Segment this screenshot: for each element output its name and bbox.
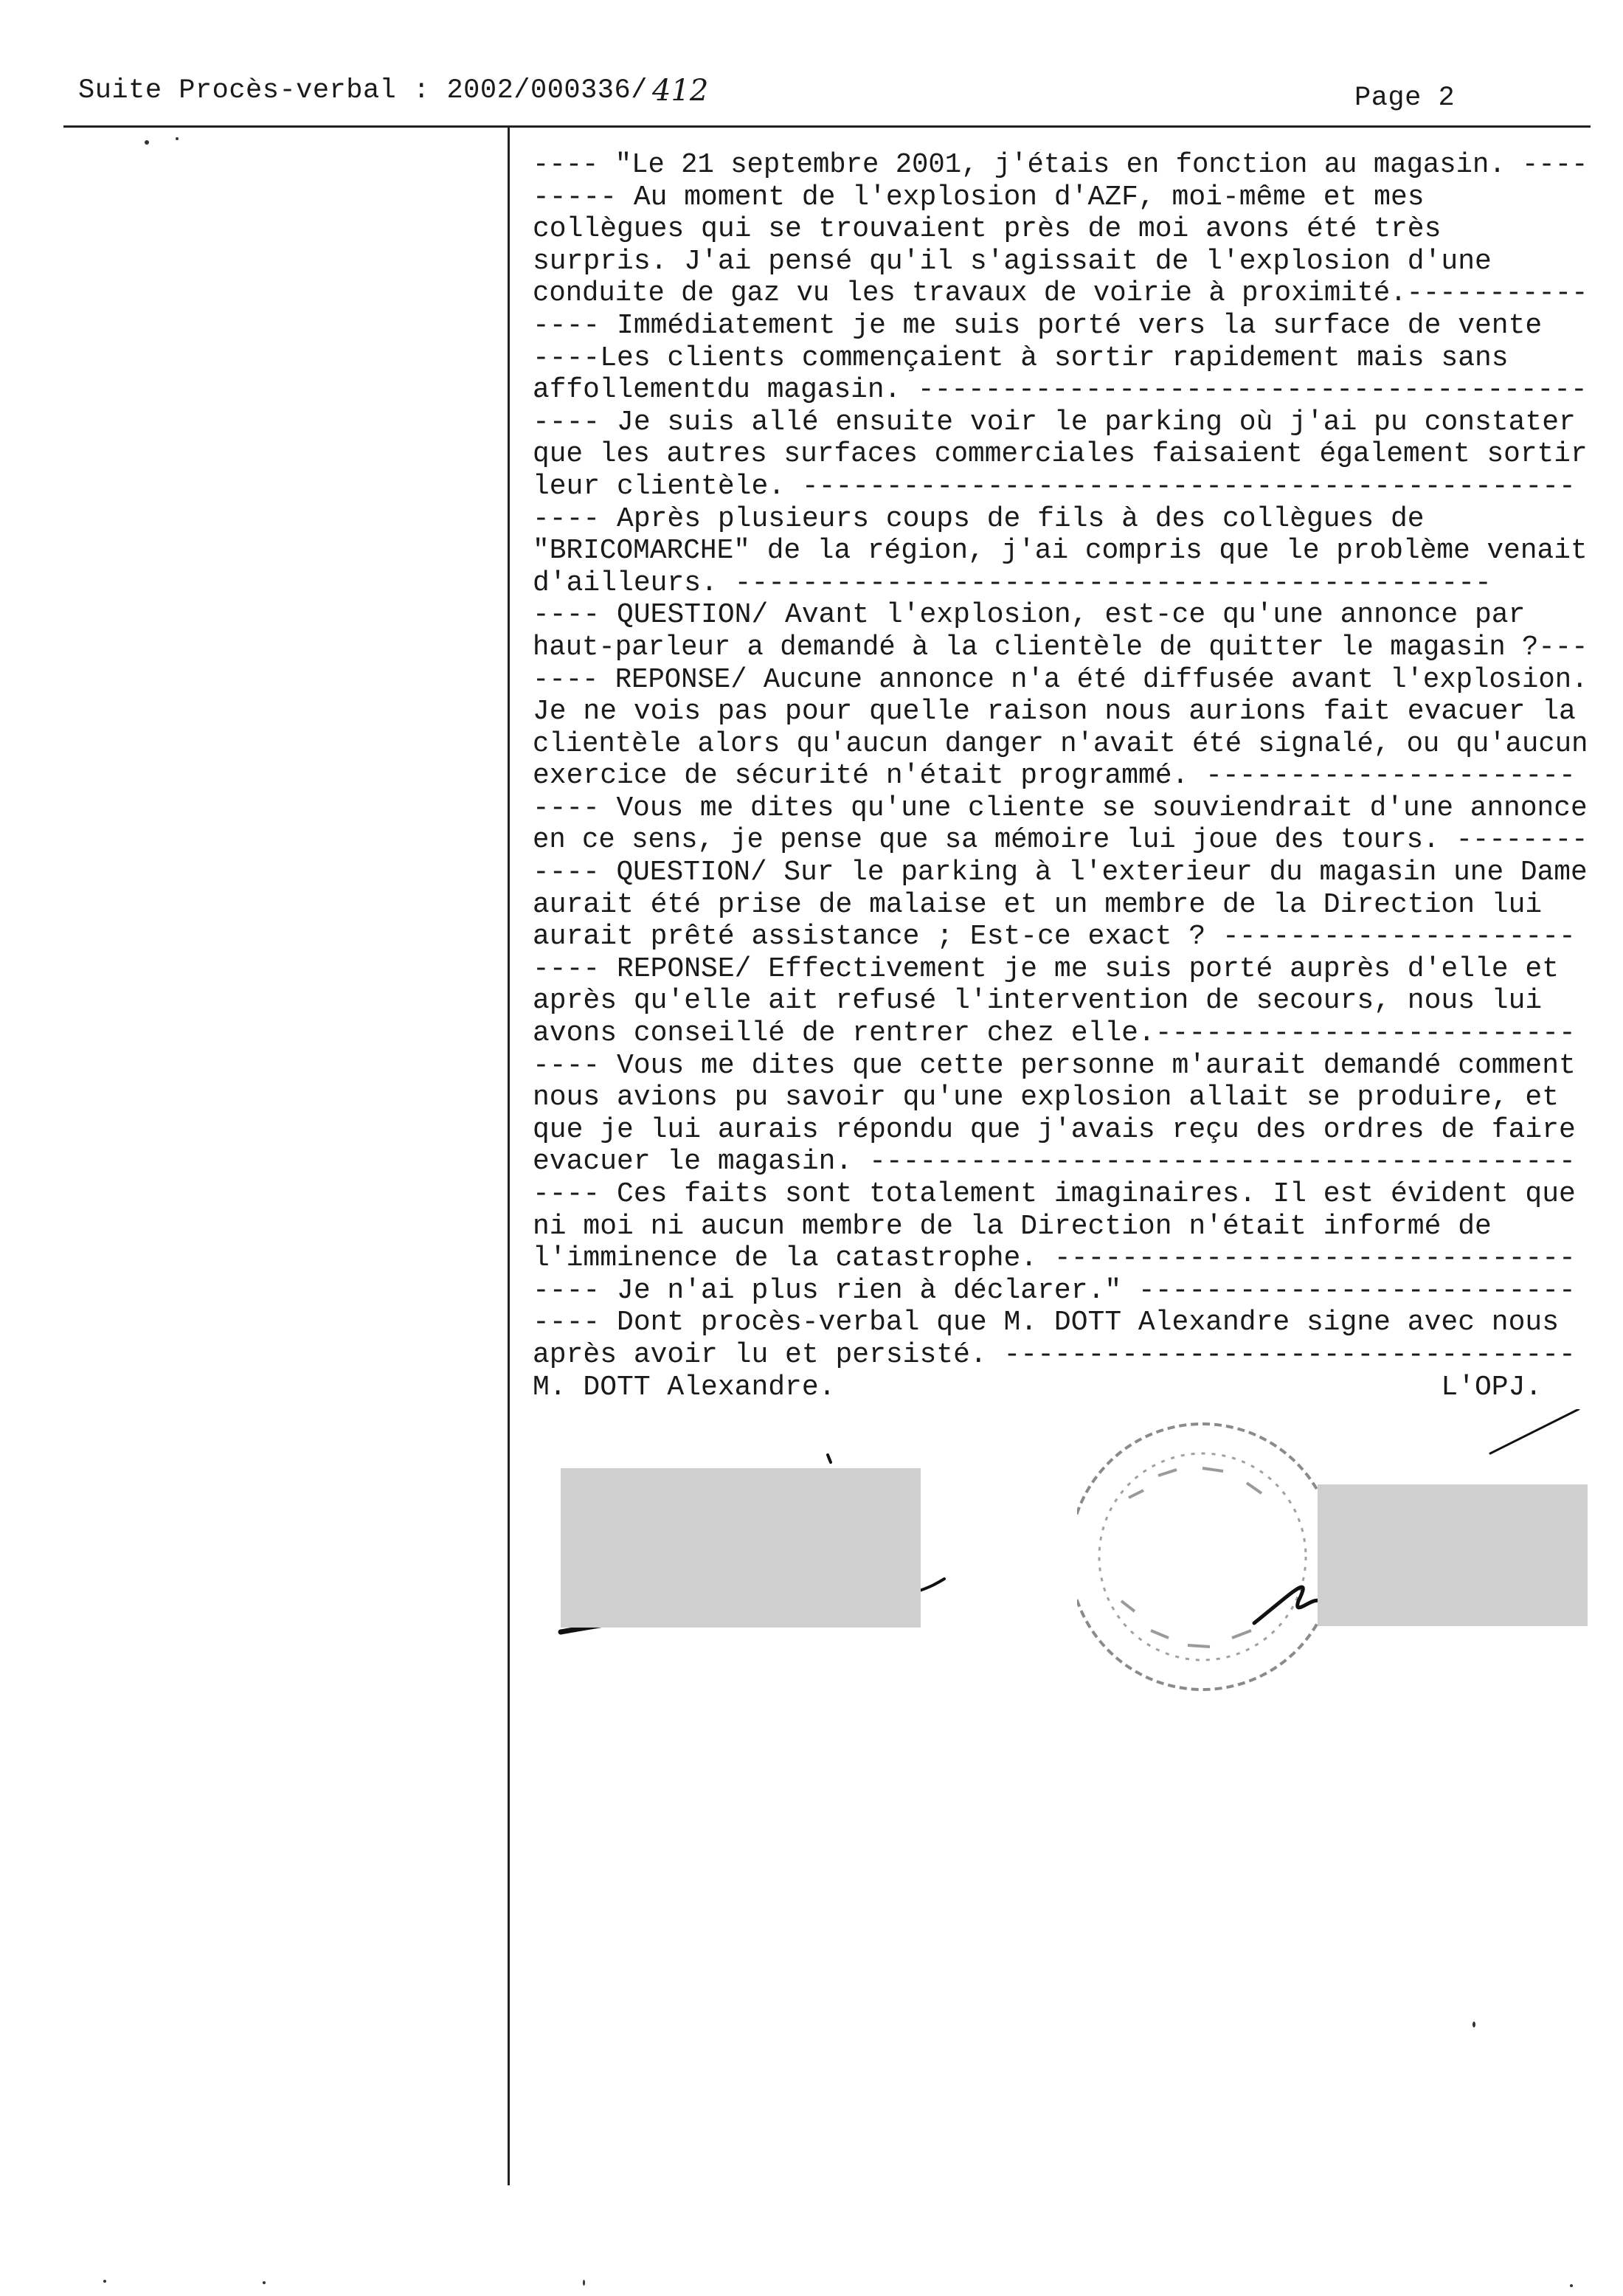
statement-line: ---- Vous me dites que cette personne m'aurait demandé comment bbox=[533, 1049, 1576, 1082]
scan-speck bbox=[1570, 2284, 1573, 2287]
statement-line: avons conseillé de rentrer chez elle.------------------------- bbox=[533, 1017, 1576, 1050]
statement-line: ---- "Le 21 septembre 2001, j'étais en fonction au magasin. ---- bbox=[533, 149, 1588, 181]
statement-line: après avoir lu et persisté. ---------------------------------- bbox=[533, 1338, 1576, 1371]
statement-line: ---- QUESTION/ Sur le parking à l'exterieur du magasin une Dame bbox=[533, 857, 1588, 889]
statement-line: conduite de gaz vu les travaux de voirie à proximité.----------- bbox=[533, 277, 1588, 310]
statement-line: collègues qui se trouvaient près de moi avons été très bbox=[533, 213, 1442, 246]
statement-line: ---- Dont procès-verbal que M. DOTT Alexandre signe avec nous bbox=[533, 1307, 1560, 1339]
statement-line: M. DOTT Alexandre. L'OPJ. bbox=[533, 1371, 1543, 1403]
statement-line: après qu'elle ait refusé l'intervention de secours, nous lui bbox=[533, 985, 1543, 1017]
scan-speck bbox=[145, 140, 149, 145]
statement-line: Je ne vois pas pour quelle raison nous aurions fait evacuer la bbox=[533, 696, 1576, 728]
statement-line: evacuer le magasin. ------------------------------------------ bbox=[533, 1146, 1576, 1178]
statement-line: d'ailleurs. --------------------------------------------- bbox=[533, 567, 1492, 599]
statement-line: ---- Immédiatement je me suis porté vers la surface de vente bbox=[533, 309, 1543, 342]
statement-line: "BRICOMARCHE" de la région, j'ai compris que le problème venait bbox=[533, 535, 1588, 567]
statement-line: ---- Vous me dites qu'une cliente se souviendrait d'une annonce bbox=[533, 792, 1588, 824]
statement-line: ----- Au moment de l'explosion d'AZF, moi-même et mes bbox=[533, 181, 1425, 213]
scan-speck bbox=[583, 2280, 585, 2286]
scan-speck bbox=[176, 137, 179, 140]
scan-speck bbox=[263, 2281, 266, 2284]
statement-line: ----Les clients commençaient à sortir rapidement mais sans bbox=[533, 342, 1509, 374]
official-stamp bbox=[1077, 1424, 1335, 1690]
statement-line: ---- REPONSE/ Effectivement je me suis porté auprès d'elle et bbox=[533, 952, 1560, 985]
statement-line: ---- Après plusieurs coups de fils à des collègues de bbox=[533, 502, 1425, 535]
statement-line: clientèle alors qu'aucun danger n'avait été signalé, ou qu'aucun bbox=[533, 727, 1588, 760]
redaction-block bbox=[561, 1468, 921, 1628]
redaction-block bbox=[1318, 1484, 1588, 1626]
statement-line: l'imminence de la catastrophe. ------------------------------- bbox=[533, 1242, 1576, 1275]
statement-line: nous avions pu savoir qu'une explosion allait se produire, et bbox=[533, 1082, 1560, 1114]
statement-line: affollementdu magasin. ---------------------------------------- bbox=[533, 374, 1588, 407]
statement-line: haut-parleur a demandé à la clientèle de quitter le magasin ?--- bbox=[533, 631, 1588, 663]
scan-speck bbox=[1473, 2022, 1475, 2027]
statement-line: aurait prêté assistance ; Est-ce exact ? --------------------- bbox=[533, 921, 1576, 953]
page-number: Page 2 bbox=[1354, 83, 1456, 114]
statement-line: ---- Je suis allé ensuite voir le parking où j'ai pu constater bbox=[533, 406, 1576, 438]
scan-speck bbox=[103, 2280, 106, 2283]
handwritten-reference-number: 412 bbox=[652, 74, 709, 108]
statement-line: ---- REPONSE/ Aucune annonce n'a été diffusée avant l'explosion. bbox=[533, 663, 1588, 696]
margin-rule bbox=[508, 127, 510, 2185]
statement-line: ---- Ces faits sont totalement imaginaires. Il est évident que bbox=[533, 1178, 1576, 1210]
header-reference: Suite Procès-verbal : 2002/000336/ bbox=[78, 75, 648, 106]
statement-line: aurait été prise de malaise et un membre de la Direction lui bbox=[533, 888, 1543, 921]
statement-line: ---- Je n'ai plus rien à déclarer." -------------------------- bbox=[533, 1274, 1576, 1307]
statement-line: leur clientèle. ---------------------------------------------- bbox=[533, 470, 1576, 502]
statement-line: ni moi ni aucun membre de la Direction n'était informé de bbox=[533, 1210, 1492, 1242]
statement-line: en ce sens, je pense que sa mémoire lui joue des tours. -------- bbox=[533, 824, 1588, 857]
statement-line: ---- QUESTION/ Avant l'explosion, est-ce qu'une annonce par bbox=[533, 599, 1526, 632]
statement-line: que je lui aurais répondu que j'avais reçu des ordres de faire bbox=[533, 1113, 1576, 1146]
statement-line: exercice de sécurité n'était programmé. ---------------------- bbox=[533, 760, 1576, 792]
header-rule bbox=[63, 125, 1591, 128]
statement-line: surpris. J'ai pensé qu'il s'agissait de l'explosion d'une bbox=[533, 245, 1492, 277]
statement-body bbox=[533, 149, 1588, 1403]
statement-line: que les autres surfaces commerciales faisaient également sortir bbox=[533, 438, 1588, 471]
